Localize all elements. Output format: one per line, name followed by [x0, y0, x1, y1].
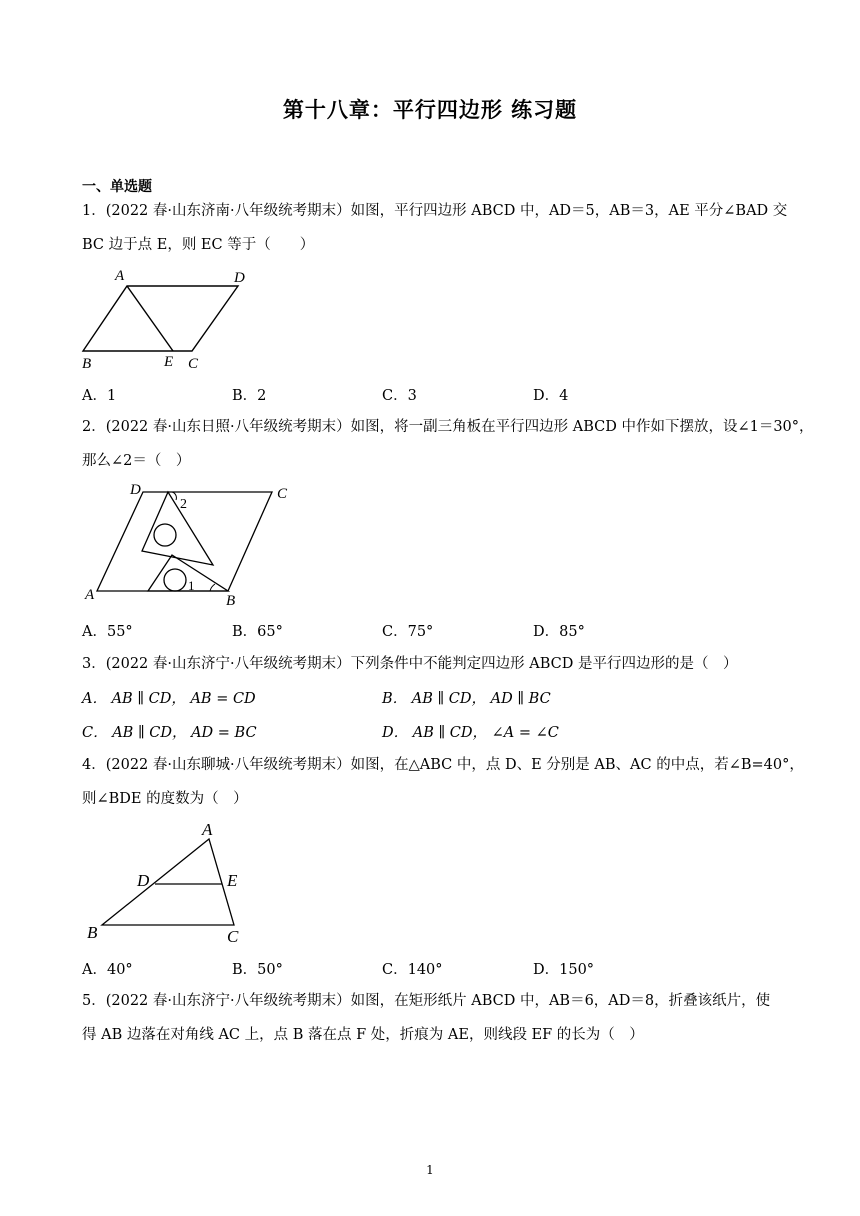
q2-option-a[interactable]: A．55°	[82, 624, 133, 640]
parallelogram-abcd	[83, 286, 238, 351]
q2-option-b[interactable]: B．65°	[232, 624, 283, 640]
segment-ae	[127, 286, 173, 351]
page-number: 1	[426, 1163, 434, 1177]
label-b: B	[87, 923, 98, 942]
q4-stem-line1: 4．(2022 春·山东聊城·八年级统考期末）如图，在△ABC 中，点 D、E 分别是 AB、AC 的中点，若∠B=40°，	[82, 757, 804, 773]
q5-stem-line1: 5．(2022 春·山东济宁·八年级统考期末）如图，在矩形纸片 ABCD 中，AB＝6，AD＝8，折叠该纸片，使	[82, 993, 771, 1009]
q3-option-c[interactable]: C． AB ∥ CD， AD = BC	[82, 725, 257, 741]
q3-stem-line1: 3．(2022 春·山东济宁·八年级统考期末）下列条件中不能判定四边形 ABCD 是平行四边形的是（ ）	[82, 656, 738, 672]
label-e: E	[227, 871, 238, 890]
q4-option-a[interactable]: A．40°	[82, 962, 133, 978]
angle-arc-1	[210, 584, 215, 591]
q1-stem-line2: BC 边于点 E，则 EC 等于（ ）	[82, 237, 315, 253]
label-d: D	[234, 270, 245, 286]
label-c: C	[277, 486, 288, 502]
label-d: D	[137, 871, 150, 890]
q1-option-b[interactable]: B．2	[232, 388, 267, 404]
label-e: E	[164, 354, 174, 370]
q1-option-d[interactable]: D．4	[533, 388, 569, 404]
label-d: D	[130, 482, 141, 498]
q4-figure	[82, 818, 252, 948]
q1-option-c[interactable]: C．3	[382, 388, 417, 404]
q2-figure	[80, 478, 305, 606]
q3-option-a[interactable]: A． AB ∥ CD， AB = CD	[82, 691, 256, 707]
q4-option-b[interactable]: B．50°	[232, 962, 283, 978]
label-a: A	[115, 268, 125, 284]
q5-stem-line2: 得 AB 边落在对角线 AC 上，点 B 落在点 F 处，折痕为 AE，则线段 EF 的长为（ ）	[82, 1027, 644, 1043]
q1-stem-line1: 1．(2022 春·山东济南·八年级统考期末）如图，平行四边形 ABCD 中，AD＝5，AB＝3，AE 平分∠BAD 交	[82, 203, 788, 219]
label-a: A	[85, 587, 95, 603]
triangle-ruler-upper	[142, 492, 213, 565]
ruler-hole-lower	[164, 569, 186, 591]
q4-option-c[interactable]: C．140°	[382, 962, 443, 978]
section-heading: 一、单选题	[82, 179, 152, 195]
q2-stem-line2: 那么∠2＝（ ）	[82, 453, 191, 469]
label-angle-1: 1	[188, 578, 195, 593]
label-angle-2: 2	[180, 497, 187, 512]
q2-stem-line1: 2．(2022 春·山东日照·八年级统考期末）如图，将一副三角板在平行四边形 ABCD 中作如下摆放，设∠1＝30°，	[82, 419, 814, 435]
q2-option-d[interactable]: D．85°	[533, 624, 585, 640]
q4-option-d[interactable]: D．150°	[533, 962, 595, 978]
ruler-hole-upper	[154, 524, 176, 546]
q1-option-a[interactable]: A．1	[82, 388, 117, 404]
q2-option-c[interactable]: C．75°	[382, 624, 434, 640]
triangle-abc	[102, 839, 234, 925]
label-b: B	[82, 356, 92, 372]
page-title: 第十八章：平行四边形 练习题	[282, 97, 578, 122]
label-c: C	[188, 356, 199, 372]
q4-stem-line2: 则∠BDE 的度数为（ ）	[82, 791, 248, 807]
q1-figure	[78, 264, 248, 372]
label-a: A	[202, 820, 213, 839]
label-c: C	[227, 927, 239, 946]
q3-option-d[interactable]: D． AB ∥ CD， ∠A = ∠C	[382, 725, 559, 741]
q3-option-b[interactable]: B． AB ∥ CD， AD ∥ BC	[382, 691, 551, 707]
label-b: B	[226, 593, 236, 606]
